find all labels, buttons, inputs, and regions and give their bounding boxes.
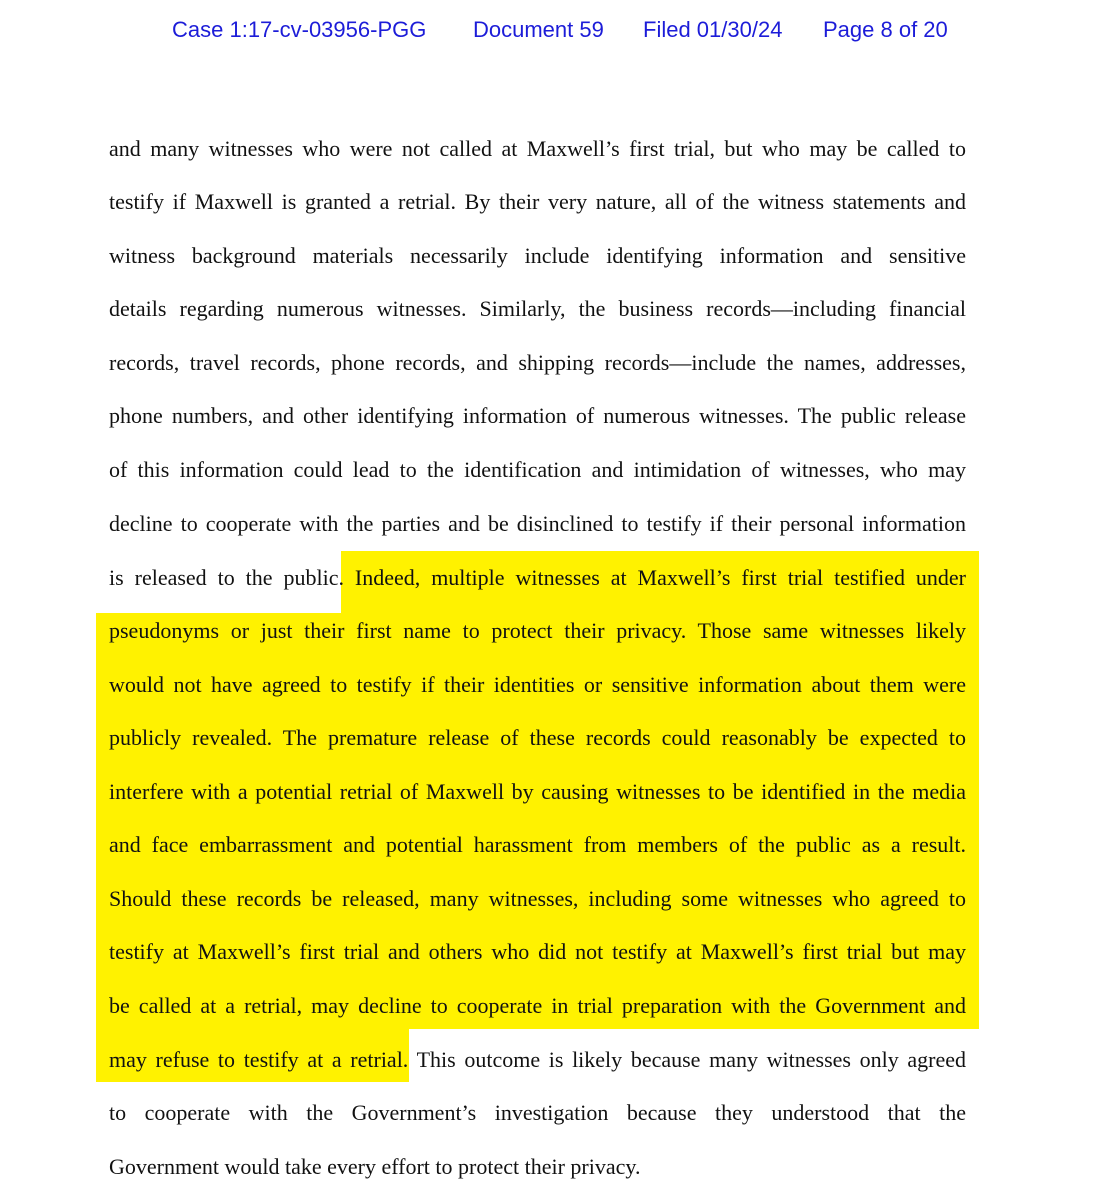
body-line: records, travel records, phone records, and shipping records—include the names, addresses, [109, 350, 966, 375]
body-line: interfere with a potential retrial of Maxwell by causing witnesses to be identified in the media [109, 779, 966, 804]
body-line: publicly revealed. The premature release of these records could reasonably be expected to [109, 725, 966, 750]
filed-date: Filed 01/30/24 [643, 17, 783, 42]
body-line: testify at Maxwell’s first trial and others who did not testify at Maxwell’s first trial but may [109, 939, 966, 964]
case-number: Case 1:17-cv-03956-PGG [172, 17, 427, 42]
body-line: to cooperate with the Government’s investigation because they understood that the [109, 1100, 966, 1125]
body-line: details regarding numerous witnesses. Similarly, the business records—including financial [109, 296, 966, 321]
body-line: of this information could lead to the identification and intimidation of witnesses, who may [109, 457, 966, 482]
body-line: and many witnesses who were not called at Maxwell’s first trial, but who may be called to [109, 136, 966, 161]
body-line: Government would take every effort to protect their privacy. [109, 1154, 641, 1179]
body-line: witness background materials necessarily include identifying information and sensitive [109, 243, 966, 268]
body-line: would not have agreed to testify if their identities or sensitive information about them were [109, 672, 966, 697]
page-number: Page 8 of 20 [823, 17, 948, 42]
body-line: pseudonyms or just their first name to protect their privacy. Those same witnesses likely [109, 618, 966, 643]
body-line: and face embarrassment and potential harassment from members of the public as a result. [109, 832, 966, 857]
body-line: decline to cooperate with the parties and be disinclined to testify if their personal information [109, 511, 966, 536]
body-line: testify if Maxwell is granted a retrial. By their very nature, all of the witness statements and [109, 189, 966, 214]
ecf-header [0, 14, 1111, 50]
body-line: be called at a retrial, may decline to cooperate in trial preparation with the Government and [109, 993, 966, 1018]
body-line: is released to the public. Indeed, multiple witnesses at Maxwell’s first trial testified under [109, 565, 966, 590]
body-line: phone numbers, and other identifying information of numerous witnesses. The public release [109, 403, 966, 428]
body-line: Should these records be released, many witnesses, including some witnesses who agreed to [109, 886, 966, 911]
document-number: Document 59 [473, 17, 604, 42]
body-line: may refuse to testify at a retrial. This outcome is likely because many witnesses only agreed [109, 1047, 966, 1072]
